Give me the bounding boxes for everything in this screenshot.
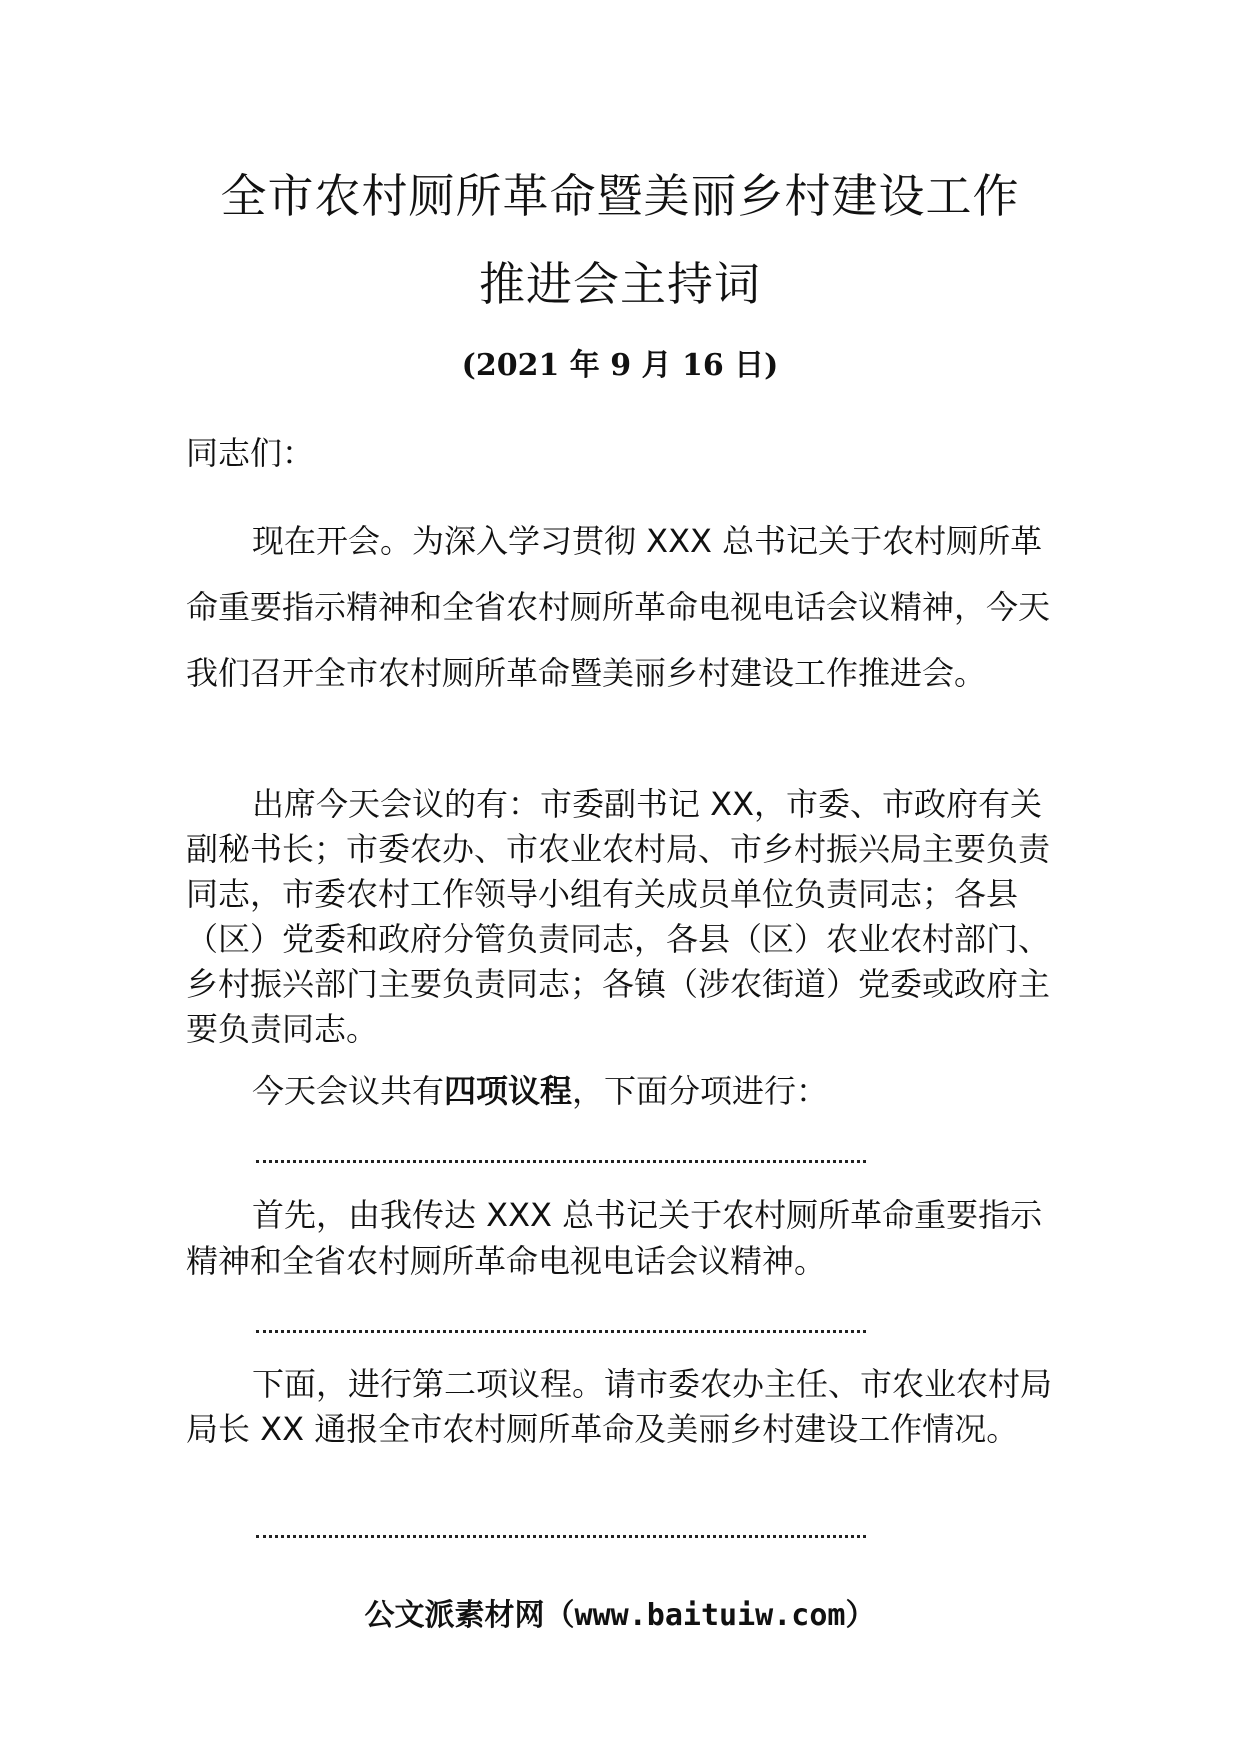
document-title-line2: 推进会主持词 [479, 257, 761, 311]
paragraph-agenda [186, 1066, 1056, 1112]
document-date: (2021 年 9 月 16 日) [461, 348, 779, 383]
paragraph-first-item: 首先，由我传达 XXX 总书记关于农村厕所革命重要指示精神和全省农村厕所革命电视电话会议精神。 [186, 1196, 1043, 1280]
dotted-separator [256, 1160, 866, 1163]
paragraph-opening: 现在开会。为深入学习贯彻 XXX 总书记关于农村厕所革命重要指示精神和全省农村厕所革命电视电话会议精神，今天我们召开全市农村厕所革命暨美丽乡村建设工作推进会。 [186, 522, 1051, 692]
agenda-count: 四项议程 [444, 1072, 573, 1110]
paragraph-attendees: 出席今天会议的有：市委副书记 XX，市委、市政府有关副秘书长；市委农办、市农业农村局、市乡村振兴局主要负责同志，市委农村工作领导小组有关成员单位负责同志；各县（区）党委和政府分管负责同志，各县（区）农业农村部门、乡村振兴部门主要负责同志；各镇（涉农街道）党委或政府主要负责同志。 [186, 785, 1051, 1048]
agenda-text-after: ，下面分项进行： [572, 1072, 829, 1110]
dotted-separator [256, 1535, 866, 1538]
agenda-text-before: 今天会议共有 [252, 1072, 445, 1110]
footer-watermark: 公文派素材网（www.baituiw.com） [364, 1598, 876, 1633]
paragraph-second-item: 下面，进行第二项议程。请市委农办主任、市农业农村局局长 XX 通报全市农村厕所革命及美丽乡村建设工作情况。 [186, 1365, 1053, 1448]
greeting: 同志们： [186, 434, 315, 472]
document-title-line1: 全市农村厕所革命暨美丽乡村建设工作 [220, 169, 1020, 223]
dotted-separator [256, 1330, 866, 1333]
